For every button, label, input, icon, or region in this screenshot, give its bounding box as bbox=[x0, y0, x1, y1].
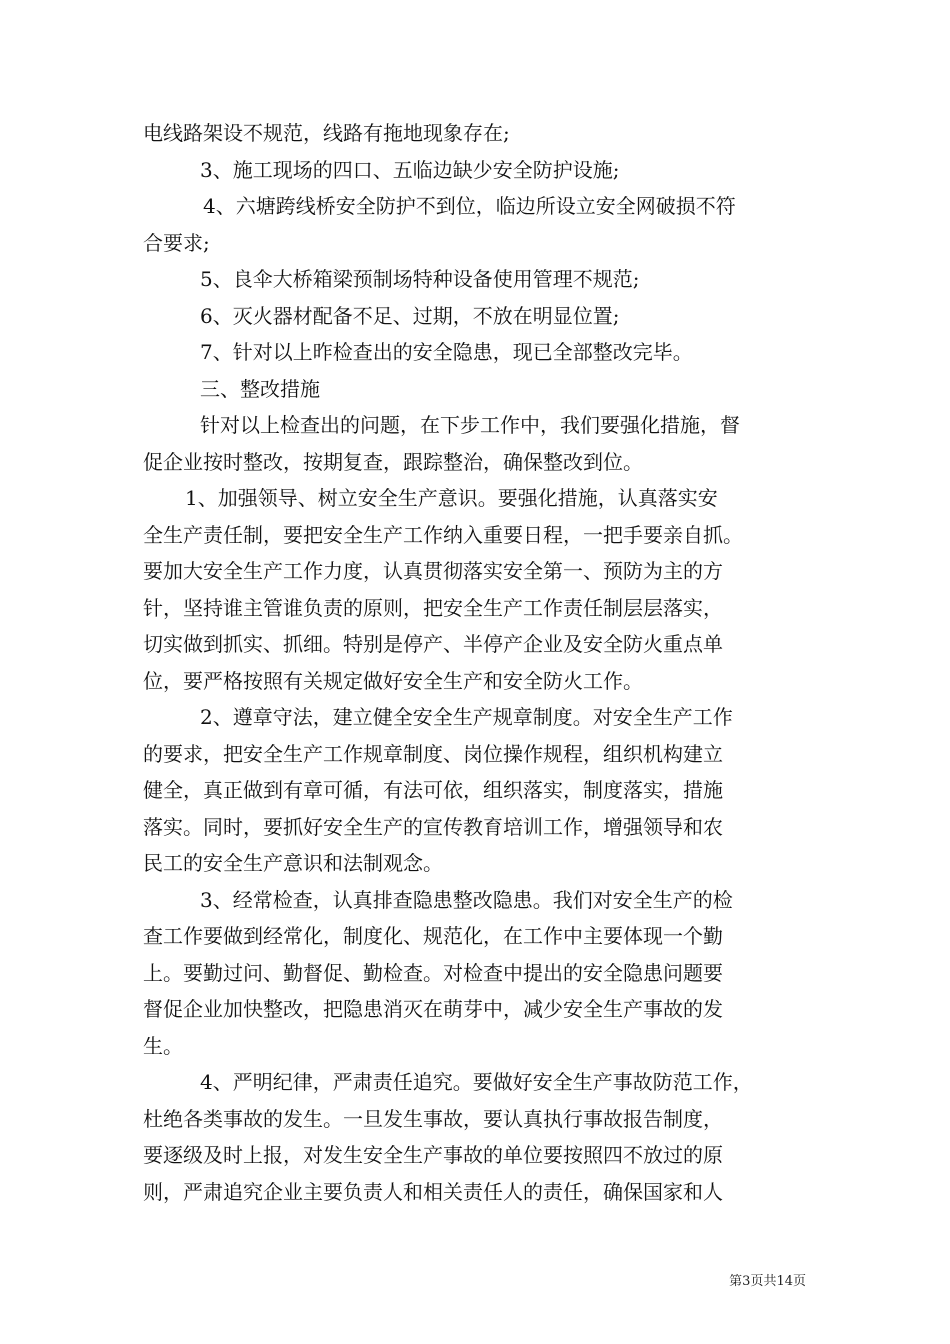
text-line: 杜绝各类事故的发生。一旦发生事故，要认真执行事故报告制度， bbox=[143, 1106, 723, 1131]
text-line: 的要求，把安全生产工作规章制度、岗位操作规程，组织机构建立 bbox=[143, 741, 723, 766]
text-line: 查工作要做到经常化，制度化、规范化，在工作中主要体现一个勤 bbox=[143, 924, 723, 948]
page-footer bbox=[0, 1272, 806, 1292]
text-line: 落实。同时，要抓好安全生产的宣传教育培训工作，增强领导和农 bbox=[143, 814, 723, 839]
text-line: 6、灭火器材配备不足、过期，不放在明显位置; bbox=[200, 303, 620, 328]
page-number-label: 第3页共14页 bbox=[729, 1274, 806, 1289]
text-line: 位，要严格按照有关规定做好安全生产和安全防火工作。 bbox=[143, 668, 643, 693]
text-line: 合要求; bbox=[143, 230, 210, 255]
text-line: 2、遵章守法，建立健全安全生产规章制度。对安全生产工作 bbox=[200, 705, 733, 729]
text-line: 要加大安全生产工作力度，认真贯彻落实安全第一、预防为主的方 bbox=[143, 559, 723, 583]
text-line: 要逐级及时上报，对发生安全生产事故的单位要按照四不放过的原 bbox=[143, 1143, 723, 1167]
text-line: 切实做到抓实、抓细。特别是停产、半停产企业及安全防火重点单 bbox=[143, 632, 723, 656]
document-body bbox=[143, 115, 808, 1210]
text-line: 5、良伞大桥箱梁预制场特种设备使用管理不规范; bbox=[200, 267, 640, 291]
text-line: 3、经常检查，认真排查隐患整改隐患。我们对安全生产的检 bbox=[200, 887, 733, 912]
text-line: 促企业按时整改，按期复查，跟踪整治，确保整改到位。 bbox=[143, 449, 643, 474]
text-line: 4、六塘跨线桥安全防护不到位，临边所设立安全网破损不符 bbox=[203, 194, 736, 218]
text-line: 生。 bbox=[143, 1033, 183, 1058]
text-line: 7、针对以上昨检查出的安全隐患，现已全部整改完毕。 bbox=[200, 340, 693, 364]
text-line: 1、加强领导、树立安全生产意识。要强化措施，认真落实安 bbox=[185, 486, 718, 510]
text-line: 3、施工现场的四口、五临边缺少安全防护设施; bbox=[200, 157, 620, 182]
text-line: 三、整改措施 bbox=[200, 376, 320, 401]
text-line: 上。要勤过问、勤督促、勤检查。对检查中提出的安全隐患问题要 bbox=[143, 960, 723, 985]
text-line: 健全，真正做到有章可循，有法可依，组织落实，制度落实，措施 bbox=[143, 778, 723, 802]
text-line: 针，坚持谁主管谁负责的原则，把安全生产工作责任制层层落实， bbox=[143, 595, 723, 620]
text-line: 则，严肃追究企业主要负责人和相关责任人的责任，确保国家和人 bbox=[143, 1179, 723, 1204]
text-line: 民工的安全生产意识和法制观念。 bbox=[143, 851, 443, 875]
text-line: 针对以上检查出的问题，在下步工作中，我们要强化措施，督 bbox=[200, 413, 740, 437]
text-line: 督促企业加快整改，把隐患消灭在萌芽中，减少安全生产事故的发 bbox=[143, 997, 723, 1021]
text-line: 电线路架设不规范，线路有拖地现象存在; bbox=[143, 121, 510, 145]
text-line: 全生产责任制，要把安全生产工作纳入重要日程，一把手要亲自抓。 bbox=[143, 522, 743, 547]
text-line: 4、严明纪律，严肃责任追究。要做好安全生产事故防范工作， bbox=[200, 1070, 753, 1094]
